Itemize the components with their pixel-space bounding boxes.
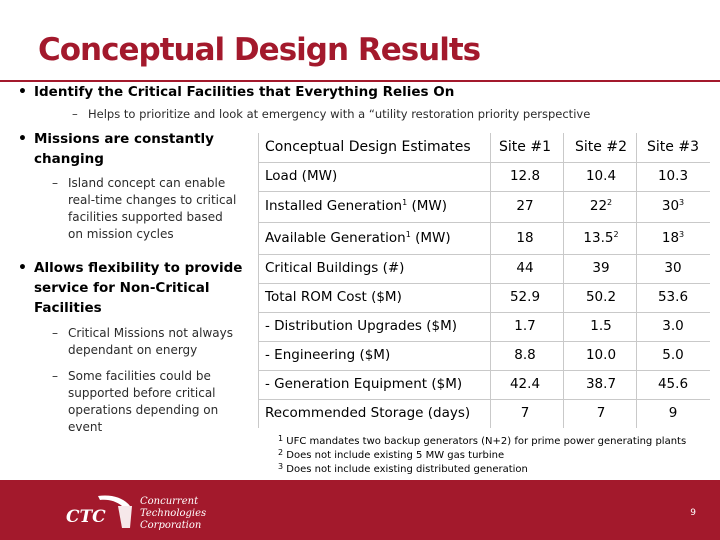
row-value: 10.0 <box>585 347 617 363</box>
value-text: 30 <box>661 198 680 214</box>
footer-bar <box>0 480 720 540</box>
bullet-line: changing <box>34 151 104 167</box>
footnote-text: Does not include existing distributed generation <box>283 464 528 475</box>
row-value: 18 <box>516 230 534 246</box>
dash-icon: – <box>52 176 58 190</box>
footnote <box>278 435 686 448</box>
row-value: 50.2 <box>585 289 617 305</box>
table-header-row <box>258 133 710 162</box>
logo-swoosh-icon <box>98 495 130 506</box>
row-value: 1.7 <box>514 318 536 334</box>
row-label: - Engineering ($M) <box>265 347 391 363</box>
row-value <box>566 191 636 220</box>
row-value <box>638 191 708 220</box>
row-value: 9 <box>668 405 678 421</box>
footnote-mark: 1 <box>405 230 411 239</box>
grid-line <box>258 312 710 313</box>
table-row <box>258 162 710 191</box>
row-label: Load (MW) <box>265 168 338 184</box>
table-row <box>258 283 710 312</box>
ctc-logo <box>60 492 230 532</box>
bullet-dot-icon: • <box>18 260 27 276</box>
sub-bullet-text <box>68 175 236 243</box>
header-site-3: Site #3 <box>647 139 699 155</box>
value-text: 18 <box>661 230 680 246</box>
dash-icon: – <box>52 326 58 340</box>
bullet-line: service for Non-Critical <box>34 280 210 296</box>
row-value: 7 <box>596 405 606 421</box>
footnote-mark: 2 <box>607 198 613 207</box>
bullet-text <box>34 129 214 169</box>
table-row <box>258 370 710 399</box>
table-row <box>258 341 710 370</box>
row-value: 38.7 <box>585 376 617 392</box>
table-row <box>258 312 710 341</box>
row-label: - Distribution Upgrades ($M) <box>265 318 458 334</box>
row-label: Critical Buildings (#) <box>265 260 405 276</box>
footnote-mark: 1 <box>278 434 284 443</box>
bullet-dot-icon: • <box>18 131 27 147</box>
row-value: 42.4 <box>509 376 541 392</box>
row-value: 30 <box>664 260 682 276</box>
footnote <box>278 449 504 462</box>
table-row <box>258 254 710 283</box>
footnote-mark: 3 <box>679 198 685 207</box>
sub-line: Critical Missions not always <box>68 326 233 340</box>
grid-line <box>258 162 710 163</box>
sub-line: facilities supported based <box>68 210 223 224</box>
label-suffix: (MW) <box>410 230 451 246</box>
sub-line: operations depending on <box>68 403 219 417</box>
sub-bullet-text: Helps to prioritize and look at emergency with a “utility restoration priority perspective <box>88 107 591 121</box>
slide-title: Conceptual Design Results <box>38 32 481 68</box>
row-value: 3.0 <box>662 318 684 334</box>
grid-line <box>258 341 710 342</box>
header-label: Conceptual Design Estimates <box>265 139 471 155</box>
label-text: Installed Generation <box>265 198 403 214</box>
sub-line: supported before critical <box>68 386 216 400</box>
grid-line <box>258 370 710 371</box>
row-value: 39 <box>592 260 610 276</box>
table-row <box>258 222 710 254</box>
sub-line: real-time changes to critical <box>68 193 237 207</box>
footnote-mark: 3 <box>278 462 284 471</box>
grid-line <box>636 133 637 428</box>
grid-line <box>563 133 564 428</box>
sub-bullet-text <box>68 325 233 359</box>
row-value: 5.0 <box>662 347 684 363</box>
label-suffix: (MW) <box>407 198 448 214</box>
sub-line: event <box>68 420 103 434</box>
row-value <box>638 222 708 251</box>
row-label: Recommended Storage (days) <box>265 405 471 421</box>
footnote-mark: 1 <box>402 198 408 207</box>
logo-initials: CTC <box>66 507 106 527</box>
row-label: Total ROM Cost ($M) <box>265 289 402 305</box>
footnote-mark: 2 <box>613 230 619 239</box>
header-site-2: Site #2 <box>575 139 627 155</box>
sub-line: dependant on energy <box>68 343 198 357</box>
row-label: - Generation Equipment ($M) <box>265 376 463 392</box>
row-value: 52.9 <box>509 289 541 305</box>
row-value: 1.5 <box>590 318 612 334</box>
header-site-1: Site #1 <box>499 139 551 155</box>
bullet-line: Allows flexibility to provide <box>34 260 243 276</box>
dash-icon: – <box>52 369 58 383</box>
bullet-text: Identify the Critical Facilities that Everything Relies On <box>34 84 455 100</box>
dash-icon: – <box>72 107 78 121</box>
row-value: 45.6 <box>657 376 689 392</box>
row-label <box>265 222 451 251</box>
bullet-line: Missions are constantly <box>34 131 214 147</box>
row-value: 10.4 <box>585 168 617 184</box>
grid-line <box>258 133 259 428</box>
table-row <box>258 399 710 428</box>
value-text: 22 <box>589 198 608 214</box>
bullet-text <box>34 258 242 318</box>
row-value: 10.3 <box>657 168 689 184</box>
footnote-text: UFC mandates two backup generators (N+2) for prime power generating plants <box>283 436 687 447</box>
footnote-mark: 3 <box>679 230 685 239</box>
sub-line: on mission cycles <box>68 227 174 241</box>
label-text: Available Generation <box>265 230 406 246</box>
grid-line <box>258 399 710 400</box>
logo-company-line: Concurrent <box>140 496 199 507</box>
footnote-text: Does not include existing 5 MW gas turbine <box>283 450 505 461</box>
grid-line <box>258 283 710 284</box>
logo-bar-icon <box>118 506 132 528</box>
row-value: 27 <box>516 198 534 214</box>
row-label <box>265 191 447 220</box>
grid-line <box>258 254 710 255</box>
sub-bullet-text <box>68 368 218 436</box>
footnote <box>278 463 528 476</box>
row-value: 44 <box>516 260 534 276</box>
bullet-dot-icon: • <box>18 84 27 100</box>
logo-company-line: Corporation <box>140 520 202 531</box>
grid-line <box>258 222 710 223</box>
footnote-mark: 2 <box>278 448 284 457</box>
grid-line <box>490 133 491 428</box>
row-value <box>566 222 636 251</box>
table-row <box>258 191 710 222</box>
sub-line: Island concept can enable <box>68 176 226 190</box>
row-value: 8.8 <box>514 347 536 363</box>
value-text: 13.5 <box>583 230 614 246</box>
grid-line <box>258 191 710 192</box>
page-number: 9 <box>690 508 696 518</box>
row-value: 12.8 <box>509 168 541 184</box>
bullet-line: Facilities <box>34 300 102 316</box>
row-value: 7 <box>520 405 530 421</box>
row-value: 53.6 <box>657 289 689 305</box>
sub-line: Some facilities could be <box>68 369 211 383</box>
logo-company-line: Technologies <box>140 508 207 519</box>
